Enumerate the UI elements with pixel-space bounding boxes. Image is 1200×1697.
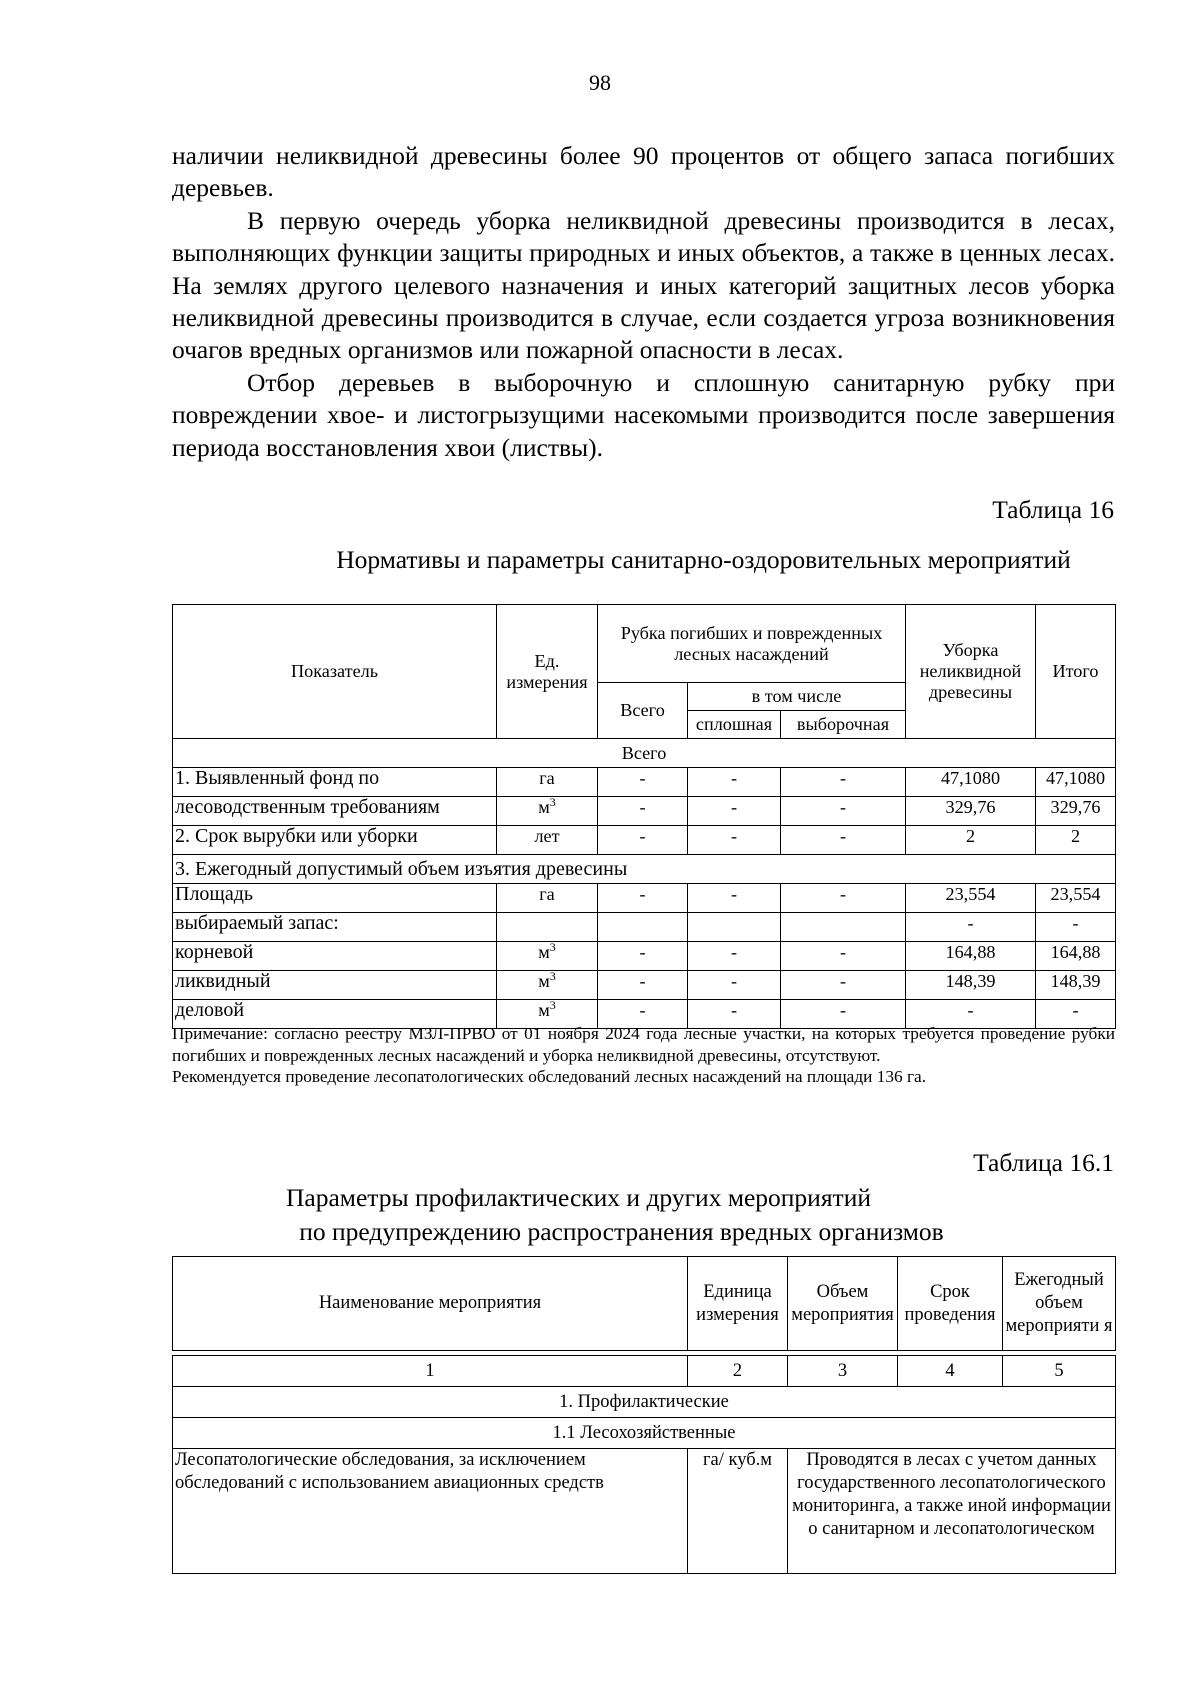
header-total: Итого	[1036, 605, 1116, 739]
row-value: -	[598, 1000, 688, 1029]
table16-1	[172, 1355, 1116, 1574]
table16-label: Таблица 16	[992, 495, 1114, 524]
row-unit: лет	[497, 826, 598, 855]
table-row	[173, 855, 1116, 884]
column-number: 5	[1003, 1356, 1116, 1387]
row-value: -	[781, 826, 906, 855]
unit-base: м	[538, 971, 550, 991]
row-value: 2	[1036, 826, 1116, 855]
row-unit	[497, 968, 598, 1000]
paragraph-tree-selection: Отбор деревьев в выборочную и сплошную санитарную рубку при повреждении хвое- и листогрызущими насекомыми производится после завершения периода восстановления хвои (листвы).	[172, 367, 1115, 462]
row-value: -	[781, 942, 906, 971]
row-value: -	[688, 1000, 781, 1029]
column-number: 1	[173, 1356, 688, 1387]
row-value: -	[598, 768, 688, 797]
paragraph-continuation: наличии неликвидной древесины более 90 процентов от общего запаса погибших деревьев.	[172, 141, 1115, 203]
row-value: 2	[906, 826, 1036, 855]
unit-sup: 3	[549, 997, 556, 1012]
row-value: -	[906, 1000, 1036, 1029]
table16-1-header	[172, 1256, 1116, 1351]
table-row	[173, 1449, 1116, 1574]
row-name: деловой	[173, 1000, 497, 1029]
row-name: 3. Ежегодный допустимый объем изъятия древесины	[173, 855, 1116, 884]
row-value: -	[1036, 913, 1116, 942]
header-unit: Ед. измерения	[497, 605, 598, 739]
header-felling-total: Всего	[598, 683, 688, 739]
row-value: -	[688, 797, 781, 826]
measure-unit: га/ куб.м	[688, 1449, 788, 1574]
unit-sup: 3	[549, 939, 556, 954]
table16	[172, 604, 1116, 1029]
table-row	[173, 826, 1116, 855]
row-value	[688, 913, 781, 942]
unit-sup: 3	[549, 794, 556, 809]
row-name: лесоводственным требованиям	[173, 797, 497, 826]
row-name: выбираемый запас:	[173, 913, 497, 942]
row-value: 47,1080	[906, 768, 1036, 797]
row-value: -	[598, 942, 688, 971]
row-value: 148,39	[906, 971, 1036, 1000]
header-including: в том числе	[688, 683, 906, 711]
row-value: 47,1080	[1036, 768, 1116, 797]
header-selective-felling: выборочная	[781, 711, 906, 739]
row-name: 1. Выявленный фонд по	[173, 768, 497, 797]
row-unit	[497, 939, 598, 971]
row-value: 329,76	[1036, 797, 1116, 826]
row-value: -	[781, 884, 906, 913]
row-value: 329,76	[906, 797, 1036, 826]
table16-1-label: Таблица 16.1	[973, 1148, 1114, 1177]
row-value: -	[1036, 1000, 1116, 1029]
row-unit: га	[497, 768, 598, 797]
row-unit	[497, 794, 598, 826]
row-unit: га	[497, 884, 598, 913]
header-clear-felling: сплошная	[688, 711, 781, 739]
section-all: Всего	[173, 739, 1116, 768]
row-value: 148,39	[1036, 971, 1116, 1000]
row-value: -	[688, 942, 781, 971]
note-registry: Примечание: согласно реестру МЗЛ-ПРВО от 01 ноября 2024 года лесные участки, на которых требуется проведение рубки погибших и поврежденных лесных насаждений и уборка неликвидной древесины, отсутствуют.	[172, 1024, 1115, 1065]
row-value: 23,554	[906, 884, 1036, 913]
table16-1-title-line1: Параметры профилактических и других мероприятий	[286, 1183, 871, 1212]
row-value: -	[688, 971, 781, 1000]
row-name: корневой	[173, 942, 497, 971]
header-measure-volume: Объем мероприятия	[788, 1257, 898, 1351]
table16-notes	[172, 1023, 1115, 1088]
measure-description: Проводятся в лесах с учетом данных государственного лесопатологического мониторинга, а также иной информации о санитарном и лесопатологическом	[788, 1449, 1116, 1574]
table-row	[173, 971, 1116, 1000]
row-name: Площадь	[173, 884, 497, 913]
row-value: -	[781, 797, 906, 826]
row-value	[781, 913, 906, 942]
table-row	[173, 913, 1116, 942]
column-number: 4	[898, 1356, 1003, 1387]
row-unit	[497, 913, 598, 942]
row-value: -	[598, 971, 688, 1000]
row-value	[598, 913, 688, 942]
table16-1-title-line2: по предупреждению распространения вредных организмов	[299, 1217, 944, 1246]
header-measure-name: Наименование мероприятия	[173, 1257, 688, 1351]
row-value: -	[688, 826, 781, 855]
header-measure-term: Срок проведения	[898, 1257, 1003, 1351]
body-text	[172, 140, 1115, 464]
table-row	[173, 942, 1116, 971]
paragraph-cleanup-priority: В первую очередь уборка неликвидной древесины производится в лесах, выполняющих функции защиты природных и иных объектов, а также в ценных лесах. На землях другого целевого назначения и иных категорий защитных лесов уборка неликвидной древесины производится в случае, если создается угроза возникновения очагов вредных организмов или пожарной опасности в лесах.	[172, 205, 1115, 365]
row-value: -	[781, 1000, 906, 1029]
section-forestry: 1.1 Лесохозяйственные	[173, 1418, 1116, 1449]
row-value: -	[688, 884, 781, 913]
row-value: -	[598, 826, 688, 855]
table-row	[173, 884, 1116, 913]
column-number: 2	[688, 1356, 788, 1387]
page-number: 98	[589, 70, 611, 95]
row-name: ликвидный	[173, 971, 497, 1000]
unit-base: м	[538, 797, 550, 817]
table16-title: Нормативы и параметры санитарно-оздоровительных мероприятий	[336, 545, 1071, 574]
row-value: -	[598, 884, 688, 913]
header-cleanup: Уборка неликвидной древесины	[906, 605, 1036, 739]
header-felling: Рубка погибших и поврежденных лесных насаждений	[598, 605, 906, 683]
row-value: -	[906, 913, 1036, 942]
row-value: -	[598, 797, 688, 826]
row-value: -	[781, 768, 906, 797]
header-measure-annual: Ежегодный объем мероприяти я	[1003, 1257, 1116, 1351]
header-indicator: Показатель	[173, 605, 497, 739]
row-name: 2. Срок вырубки или уборки	[173, 826, 497, 855]
section-preventive: 1. Профилактические	[173, 1387, 1116, 1418]
row-value: -	[781, 971, 906, 1000]
table-row	[173, 768, 1116, 797]
unit-base: м	[538, 942, 550, 962]
row-value: 164,88	[1036, 942, 1116, 971]
unit-sup: 3	[549, 968, 556, 983]
row-value: -	[688, 768, 781, 797]
note-recommendation: Рекомендуется проведение лесопатологических обследований лесных насаждений на площади 136 га.	[172, 1067, 927, 1086]
measure-name: Лесопатологические обследования, за исключением обследований с использованием авиационных средств	[173, 1449, 688, 1574]
header-measure-unit: Единица измерения	[688, 1257, 788, 1351]
row-value: 23,554	[1036, 884, 1116, 913]
row-value: 164,88	[906, 942, 1036, 971]
column-number: 3	[788, 1356, 898, 1387]
unit-base: м	[538, 1000, 550, 1020]
table-row	[173, 797, 1116, 826]
